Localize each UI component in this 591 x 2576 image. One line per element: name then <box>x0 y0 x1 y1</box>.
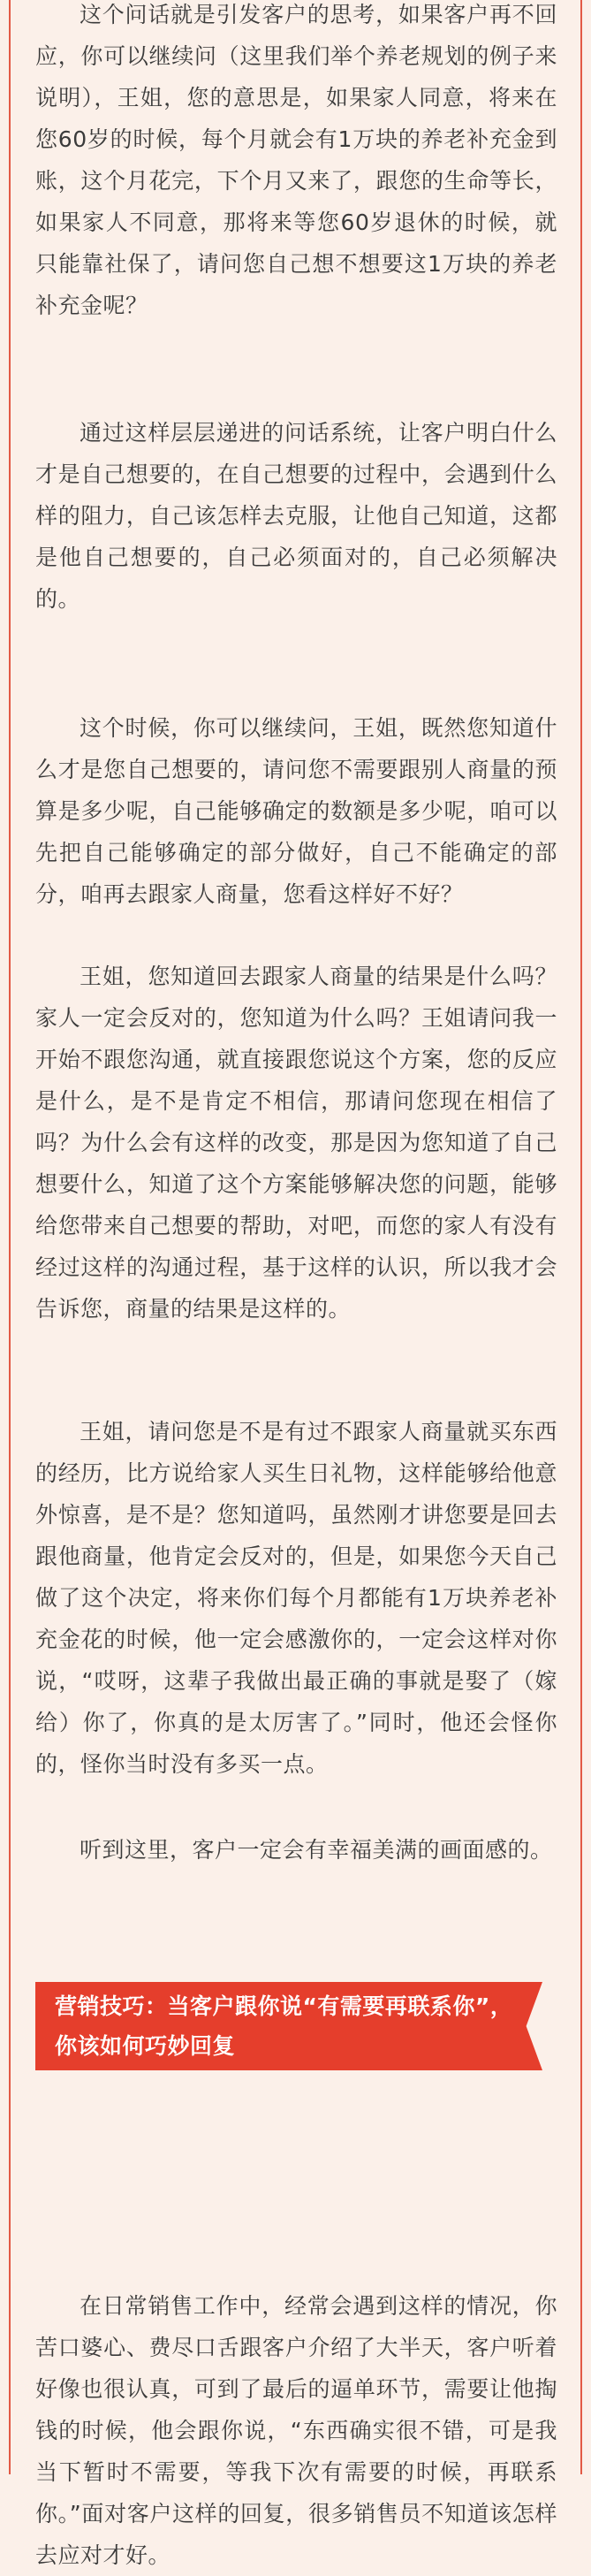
right-border-line <box>580 0 582 2474</box>
paragraph-1: 这个问话就是引发客户的思考，如果客户再不回应，你可以继续问（这里我们举个养老规划的例子来说明），王姐，您的意思是，如果家人同意，将来在您60岁的时候，每个月就会有1万块的养老补充金到账，这个月花完，下个月又来了，跟您的生命等长，如果家人不同意，那将来等您60岁退休的时候，就只能靠社保了，请问您自己想不想要这1万块的养老补充金呢？ <box>35 2 557 318</box>
left-border-line <box>9 0 11 2474</box>
paragraph-7: 在日常销售工作中，经常会遇到这样的情况，你苦口婆心、费尽口舌跟客户介绍了大半天，客户听着好像也很认真，可到了最后的逼单环节，需要让他掏钱的时候，他会跟你说，“东西确实很不错，可是我当下暂时不需要，等我下次有需要的时候，再联系你。”面对客户这样的回复，很多销售员不知道该怎样去应对才好。 <box>35 2293 557 2568</box>
paragraph-2: 通过这样层层递进的问话系统，让客户明白什么才是自己想要的，在自己想要的过程中，会遇到什么样的阻力，自己该怎样去克服，让他自己知道，这都是他自己想要的，自己必须面对的，自己必须解决的。 <box>35 420 557 612</box>
paragraph-4: 王姐，您知道回去跟家人商量的结果是什么吗？家人一定会反对的，您知道为什么吗？王姐请问我一开始不跟您沟通，就直接跟您说这个方案，您的反应是什么，是不是肯定不相信，那请问您现在相信了吗？为什么会有这样的改变，那是因为您知道了自己想要什么，知道了这个方案能够解决您的问题，能够给您带来自己想要的帮助，对吧，而您的家人有没有经过这样的沟通过程，基于这样的认识，所以我才会告诉您，商量的结果是这样的。 <box>35 964 557 1322</box>
section-heading-banner <box>35 1982 558 2070</box>
section-heading: 营销技巧：当客户跟你说“有需要再联系你”，你该如何巧妙回复 <box>55 1993 513 2059</box>
paragraph-6: 听到这里，客户一定会有幸福美满的画面感的。 <box>80 1837 553 1863</box>
paragraph-5: 王姐，请问您是不是有过不跟家人商量就买东西的经历，比方说给家人买生日礼物，这样能够给他意外惊喜，是不是？您知道吗，虽然刚才讲您要是回去跟他商量，他肯定会反对的，但是，如果您今天自己做了这个决定，将来你们每个月都能有1万块养老补充金花的时候，他一定会感激你的，一定会这样对你说，“哎呀，这辈子我做出最正确的事就是娶了（嫁给）你了，你真的是太厉害了。”同时，他还会怪你的，怪你当时没有多买一点。 <box>35 1419 557 1777</box>
paragraph-3: 这个时候，你可以继续问，王姐，既然您知道什么才是您自己想要的，请问您不需要跟别人商量的预算是多少呢，自己能够确定的数额是多少呢，咱可以先把自己能够确定的部分做好，自己不能确定的部分，咱再去跟家人商量，您看这样好不好？ <box>35 715 557 907</box>
